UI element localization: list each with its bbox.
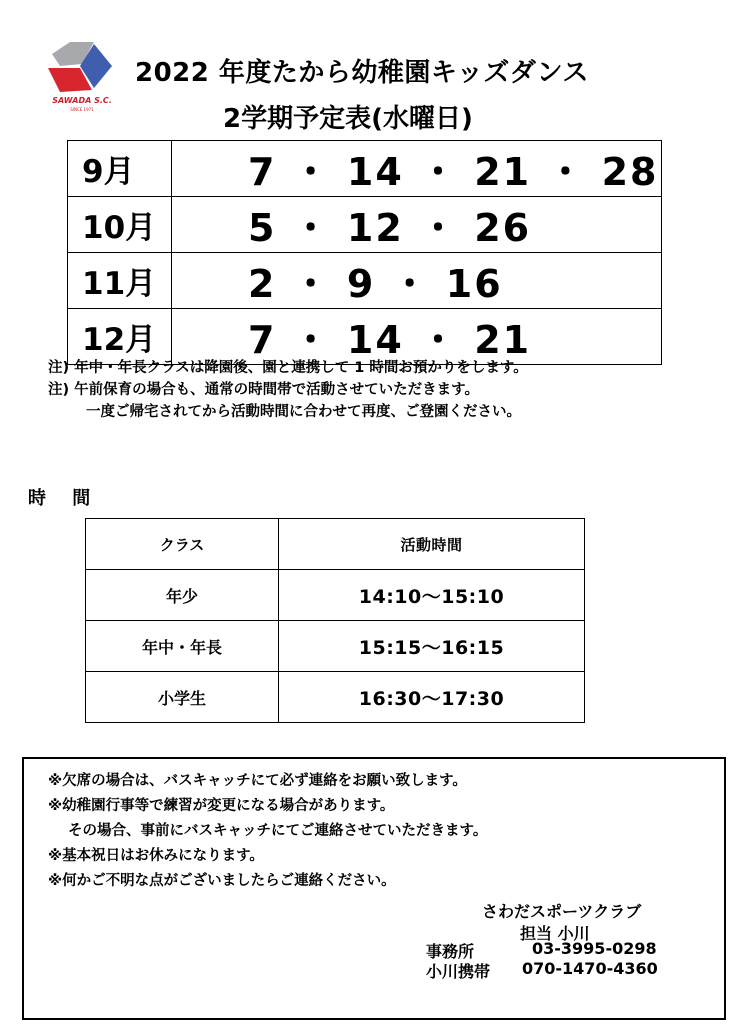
- class-cell: 年少: [86, 570, 279, 621]
- office-label: 事務所: [426, 942, 475, 961]
- table-row: [86, 621, 585, 672]
- table-row: [86, 570, 585, 621]
- table-row: [86, 672, 585, 723]
- time-table: [85, 518, 585, 723]
- time-cell: 15:15〜16:15: [279, 621, 585, 672]
- office-phone: 03-3995-0298: [532, 939, 657, 958]
- info-line: その場合、事前にバスキャッチにてご連絡させていただきます。: [68, 823, 488, 839]
- class-cell: 小学生: [86, 672, 279, 723]
- time-header: 活動時間: [279, 519, 585, 570]
- info-line: ※幼稚園行事等で練習が変更になる場合があります。: [48, 798, 395, 814]
- time-cell: 16:30〜17:30: [279, 672, 585, 723]
- info-line: ※欠席の場合は、バスキャッチにて必ず連絡をお願い致します。: [48, 773, 467, 789]
- dates-cell: 7 ・ 14 ・ 21: [172, 309, 662, 365]
- schedule-row: [68, 253, 662, 309]
- schedule-row: [68, 141, 662, 197]
- info-line: ※基本祝日はお休みになります。: [48, 848, 264, 864]
- month-cell: 12月: [68, 309, 172, 365]
- time-section-label: 時 間: [28, 488, 101, 509]
- logo-subtext: SINCE 1971: [70, 107, 94, 112]
- note-line: 一度ご帰宅されてから活動時間に合わせて再度、ご登園ください。: [86, 404, 521, 420]
- note-line: 注) 年中・年長クラスは降園後、園と連携して 1 時間お預かりをします。: [48, 360, 528, 376]
- notes: [48, 357, 528, 423]
- time-table-header: [86, 519, 585, 570]
- schedule-row: [68, 197, 662, 253]
- schedule-table: [67, 140, 662, 365]
- mobile-phone: 070-1470-4360: [522, 959, 658, 978]
- page-subtitle: 2学期予定表(水曜日): [223, 104, 473, 134]
- dates-cell: 5 ・ 12 ・ 26: [172, 197, 662, 253]
- dates-cell: 2 ・ 9 ・ 16: [172, 253, 662, 309]
- month-cell: 11月: [68, 253, 172, 309]
- month-cell: 9月: [68, 141, 172, 197]
- dates-cell: 7 ・ 14 ・ 21 ・ 28: [172, 141, 662, 197]
- time-cell: 14:10〜15:10: [279, 570, 585, 621]
- info-line: ※何かご不明な点がございましたらご連絡ください。: [48, 873, 396, 889]
- info-lines: [48, 769, 487, 894]
- org-name: さわだスポーツクラブ: [482, 902, 642, 921]
- note-line: 注) 午前保育の場合も、通常の時間帯で活動させていただきます。: [48, 382, 480, 398]
- class-header: クラス: [86, 519, 279, 570]
- class-cell: 年中・年長: [86, 621, 279, 672]
- staff-name: 担当 小川: [520, 924, 590, 943]
- info-box: [22, 757, 726, 1020]
- page-title: 2022 年度たから幼稚園キッズダンス: [135, 58, 589, 88]
- month-cell: 10月: [68, 197, 172, 253]
- logo-text: SAWADA S.C.: [52, 96, 112, 105]
- mobile-label: 小川携帯: [426, 962, 491, 981]
